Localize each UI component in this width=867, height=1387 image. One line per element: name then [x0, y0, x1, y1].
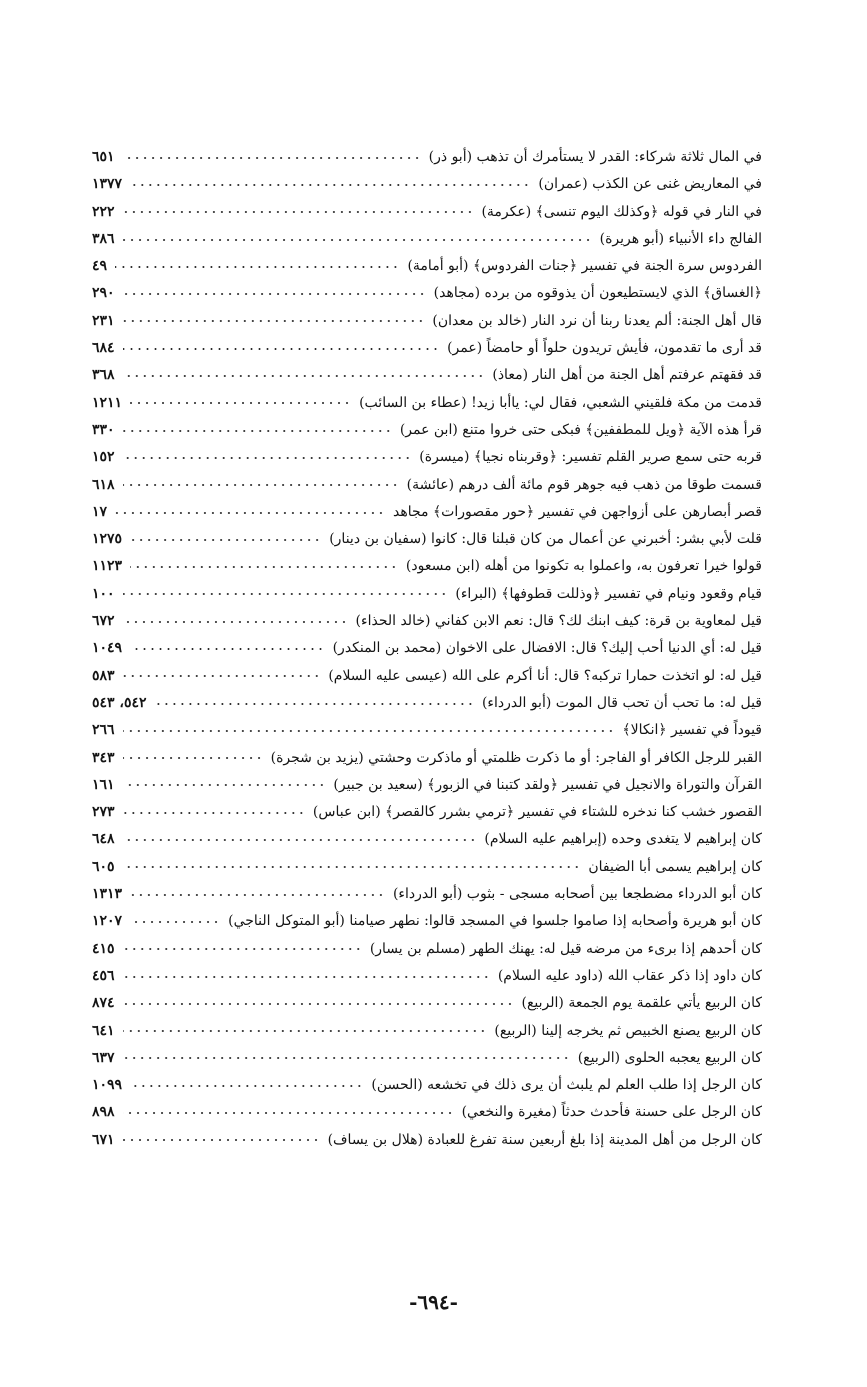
entry-page-numbers: ١١٢٣: [92, 558, 123, 575]
entry-page-numbers: ٦٠٥: [92, 858, 115, 875]
dot-leader: [123, 976, 490, 978]
entry-page-numbers: ٦١٨: [92, 476, 115, 493]
dot-leader: [123, 621, 348, 623]
index-entry: [92, 226, 762, 253]
dot-leader: [123, 1112, 454, 1114]
entry-page-numbers: ٢٩٠: [92, 285, 115, 302]
dot-leader: [130, 402, 351, 404]
index-entry: [92, 990, 762, 1017]
dot-leader: [123, 1139, 320, 1141]
entry-page-numbers: ٣٣٠: [92, 421, 115, 438]
entry-text: قربه حتى سمع صرير القلم تفسير: ﴿وقربناه نجيا﴾ (ميسرة): [419, 449, 762, 466]
dot-leader: [123, 293, 426, 295]
entry-page-numbers: ٦٧٢: [92, 613, 115, 630]
entry-text: كان داود إذا ذكر عقاب الله (داود عليه السلام): [497, 967, 762, 984]
index-entry: [92, 690, 762, 717]
entry-text: القصور خشب كنا ندخره للشتاء في تفسير ﴿ترمي بشرر كالقصر﴾ (ابن عباس): [312, 804, 762, 821]
dot-leader: [123, 757, 263, 759]
entry-text: قيل له: أي الدنيا أحب إليك؟ قال: الافضال على الاخوان (محمد بن المنكدر): [332, 640, 762, 657]
index-entry: [92, 390, 762, 417]
dot-leader: [130, 184, 530, 186]
entry-page-numbers: ١٢٧٥: [92, 531, 123, 548]
entry-text: في المعاريض غنى عن الكذب (عمران): [538, 176, 762, 193]
dot-leader: [115, 512, 385, 514]
entry-page-numbers: ١٠٠: [92, 585, 115, 602]
entry-text: قلت لأبي بشر: أخبرني عن أعمال من كان قبلنا قال: كانوا (سفيان بن دينار): [329, 531, 762, 548]
index-entry: [92, 881, 762, 908]
dot-leader: [123, 1003, 514, 1005]
dot-leader: [123, 375, 485, 377]
entry-page-numbers: ٤٩: [92, 258, 108, 275]
index-entry: [92, 745, 762, 772]
entry-page-numbers: ٥٤٢، ٥٤٣: [92, 694, 147, 711]
entry-text: قصر أبصارهن على أزواجهن في تفسير ﴿حور مقصورات﴾ مجاهد: [392, 503, 762, 520]
index-entry: [92, 335, 762, 362]
entry-text: القبر للرجل الكافر أو الفاجر: أو ما ذكرت ظلمتي أو ماذكرت وحشتي (يزيد بن شجرة): [270, 749, 762, 766]
entry-text: قد فقهتم عرفتم أهل الجنة من أهل النار (معاذ): [492, 367, 762, 384]
dot-leader: [130, 921, 220, 923]
index-entry: [92, 772, 762, 799]
entry-page-numbers: ١٣٧٧: [92, 176, 123, 193]
entry-text: كان الربيع يعجبه الحلوى (الربيع): [577, 1049, 762, 1066]
dot-leader: [123, 457, 412, 459]
entry-text: كان الرجل على حسنة فأحدث حدثاً (مغيرة والنخعي): [461, 1104, 762, 1121]
entry-page-numbers: ٤١٥: [92, 940, 115, 957]
entry-page-numbers: ٥٨٣: [92, 667, 115, 684]
entry-text: قد أرى ما تقدمون، فأيش تريدون حلواً أو حامضاً (عمر): [447, 340, 762, 357]
dot-leader: [115, 266, 399, 268]
entry-text: كان أبو الدرداء مضطجعا بين أصحابه مسجى - بثوب (أبو الدرداء): [392, 886, 762, 903]
index-entry: [92, 280, 762, 307]
dot-leader: [123, 1030, 487, 1032]
entry-page-numbers: ١٧: [92, 503, 108, 520]
index-entry: [92, 1018, 762, 1045]
index-entry: [92, 526, 762, 553]
entry-page-numbers: ٨٩٨: [92, 1104, 115, 1121]
entry-page-numbers: ٦٤١: [92, 1022, 115, 1039]
entry-page-numbers: ٢٢٢: [92, 203, 115, 220]
dot-leader: [123, 675, 321, 677]
index-entry: [92, 362, 762, 389]
dot-leader: [130, 648, 325, 650]
dot-leader: [123, 320, 425, 322]
entry-text: كان إبراهيم لا يتغدى وحده (إبراهيم عليه السلام): [484, 831, 762, 848]
index-entry: [92, 581, 762, 608]
index-entry: [92, 1099, 762, 1126]
entry-text: قيل لمعاوية بن قرة: كيف ابنك لك؟ قال: نعم الابن كفاني (خالد الحذاء): [355, 613, 762, 630]
index-entry: [92, 1127, 762, 1154]
dot-leader: [130, 1085, 363, 1087]
entry-text: كان أحدهم إذا برىء من مرضه قيل له: يهنك الطهر (مسلم بن يسار): [369, 940, 762, 957]
entry-text: قسمت طوقا من ذهب فيه جوهر قوم مائة ألف درهم (عائشة): [406, 476, 762, 493]
dot-leader: [123, 812, 305, 814]
index-entry: [92, 144, 762, 171]
entry-text: قرأ هذه الآية ﴿ويل للمطففين﴾ فبكى حتى خروا متنع (ابن عمر): [399, 421, 762, 438]
index-entry: [92, 553, 762, 580]
entry-page-numbers: ١٥٢: [92, 449, 115, 466]
index-entry: [92, 936, 762, 963]
entry-text: كان إبراهيم يسمى أبا الضيفان: [588, 858, 762, 875]
entry-text: القرآن والتوراة والانجيل في تفسير ﴿ولقد كتبنا في الزبور﴾ (سعيد بن جبير): [333, 776, 762, 793]
index-entry: [92, 1072, 762, 1099]
index-entry: [92, 499, 762, 526]
entry-page-numbers: ١٣١٣: [92, 886, 123, 903]
entry-page-numbers: ٤٥٦: [92, 967, 115, 984]
entry-text: قيام وقعود ونيام في تفسير ﴿وذللت قطوفها﴾ (البراء): [455, 585, 762, 602]
entry-page-numbers: ٣٨٦: [92, 230, 115, 247]
dot-leader: [123, 784, 326, 786]
entry-text: قيل له: لو اتخذت حمارا تركبه؟ قال: أنا أكرم على الله (عيسى عليه السلام): [328, 667, 762, 684]
entry-text: الفالج داء الأنبياء (أبو هريرة): [599, 230, 762, 247]
entry-page-numbers: ٢٣١: [92, 312, 115, 329]
dot-leader: [123, 348, 440, 350]
entry-text: قيل له: ما تحب أن تحب قال الموت (أبو الدرداء): [481, 694, 762, 711]
dot-leader: [123, 157, 421, 159]
entry-page-numbers: ٣٦٨: [92, 367, 115, 384]
entry-page-numbers: ٢٦٦: [92, 722, 115, 739]
entry-text: الفردوس سرة الجنة في تفسير ﴿جنات الفردوس﴾ (أبو أمامة): [407, 258, 762, 275]
entry-text: كان الربيع يصنع الخبيص ثم يخرجه إلينا (الربيع): [494, 1022, 762, 1039]
index-entry: [92, 635, 762, 662]
entry-text: ﴿الغساق﴾ الذي لايستطيعون أن يذوقوه من برده (مجاهد): [433, 285, 762, 302]
dot-leader: [130, 539, 321, 541]
dot-leader: [123, 866, 581, 868]
entry-page-numbers: ٦٨٤: [92, 340, 115, 357]
index-entry: [92, 253, 762, 280]
dot-leader: [123, 239, 592, 241]
entry-page-numbers: ١٠٤٩: [92, 640, 123, 657]
entry-text: كان أبو هريرة وأصحابه إذا صاموا جلسوا في المسجد قالوا: نطهر صيامنا (أبو المتوكل الناجي): [228, 913, 762, 930]
entry-page-numbers: ٦٣٧: [92, 1049, 115, 1066]
entry-page-numbers: ٢٧٣: [92, 804, 115, 821]
index-entry: [92, 826, 762, 853]
entry-page-numbers: ١٢٠٧: [92, 913, 123, 930]
entry-text: قدمت من مكة فلقيني الشعبي، فقال لي: ياأبا زيد! (عطاء بن السائب): [359, 394, 762, 411]
index-entries-list: [92, 144, 762, 1154]
index-entry: [92, 717, 762, 744]
dot-leader: [123, 1057, 570, 1059]
page-number: -٦٩٤-: [409, 1290, 458, 1314]
dot-leader: [123, 593, 448, 595]
entry-page-numbers: ٦٤٨: [92, 831, 115, 848]
entry-text: في النار في قوله ﴿وكذلك اليوم تنسى﴾ (عكرمة): [481, 203, 762, 220]
dot-leader: [123, 948, 362, 950]
index-entry: [92, 417, 762, 444]
entry-page-numbers: ٣٤٣: [92, 749, 115, 766]
dot-leader: [130, 894, 385, 896]
entry-text: كان الرجل من أهل المدينة إذا بلغ أربعين سنة تفرغ للعبادة (هلال بن يساف): [327, 1131, 762, 1148]
entry-page-numbers: ١٠٩٩: [92, 1077, 123, 1094]
dot-leader: [155, 703, 474, 705]
entry-text: كان الربيع يأتي علقمة يوم الجمعة (الربيع): [521, 995, 762, 1012]
index-entry: [92, 1045, 762, 1072]
index-entry: [92, 444, 762, 471]
index-entry: [92, 171, 762, 198]
entry-page-numbers: ١٦١: [92, 776, 115, 793]
entry-page-numbers: ٦٧١: [92, 1131, 115, 1148]
dot-leader: [123, 839, 477, 841]
index-entry: [92, 608, 762, 635]
index-entry: [92, 908, 762, 935]
entry-text: قيوداً في تفسير ﴿انكالا﴾: [622, 722, 762, 739]
dot-leader: [123, 730, 615, 732]
dot-leader: [123, 211, 474, 213]
index-entry: [92, 308, 762, 335]
entry-page-numbers: ٦٥١: [92, 149, 115, 165]
index-entry: [92, 963, 762, 990]
entry-text: قولوا خيرا تعرفون به، واعملوا به تكونوا من أهله (ابن مسعود): [405, 558, 762, 575]
index-entry: [92, 472, 762, 499]
index-entry: [92, 663, 762, 690]
dot-leader: [123, 484, 399, 486]
index-entry: [92, 199, 762, 226]
dot-leader: [130, 566, 398, 568]
entry-page-numbers: ٨٧٤: [92, 995, 115, 1012]
entry-page-numbers: ١٢١١: [92, 394, 123, 411]
index-entry: [92, 799, 762, 826]
entry-text: في المال ثلاثة شركاء: القدر لا يستأمرك أن تذهب (أبو ذر): [428, 149, 762, 165]
dot-leader: [123, 430, 392, 432]
entry-text: قال أهل الجنة: ألم يعدنا ربنا أن نرد النار (خالد بن معدان): [432, 312, 762, 329]
entry-text: كان الرجل إذا طلب العلم لم يلبث أن يرى ذلك في تخشعه (الحسن): [371, 1077, 762, 1094]
index-entry: [92, 854, 762, 881]
